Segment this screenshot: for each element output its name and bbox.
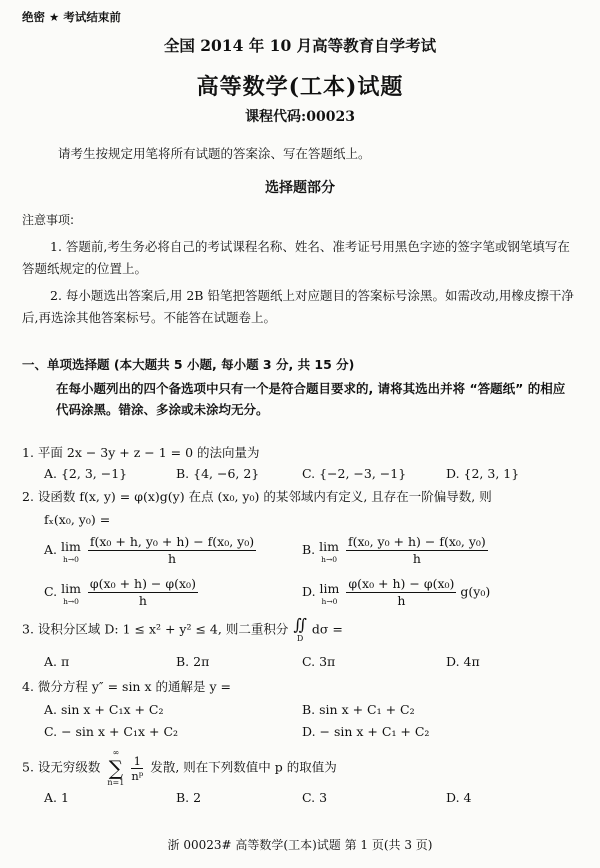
section-title: 选择题部分 [265,180,335,196]
q2-c-label: C. [44,584,58,599]
exam-title: 全国 2014 年 10 月高等教育自学考试 [163,36,437,55]
question-2-stem-line2: fₓ(x₀, y₀) = [44,512,111,527]
note-item-1: 1. 答题前,考生务必将自己的考试课程名称、姓名、准考证号用黑色字迹的签字笔或钢笔填写在答题纸规定的位置上。 [22,239,570,276]
q2-a-limit: lim h→0 [61,538,81,565]
q2-a-label: A. [44,542,58,557]
question-2-stem: 2. 设函数 f(x, y) = φ(x)g(y) 在点 (x₀, y₀) 的某邻域内有定义, 且存在一阶偏导数, 则 [22,489,492,504]
note-item-2: 2. 每小题选出答案后,用 2B 铅笔把答题纸上对应题目的答案标号涂黑。如需改动,用橡皮擦干净后,再选涂其他答案标号。不能答在试题卷上。 [22,288,574,325]
q2-c-limit: lim h→0 [61,580,81,607]
q3-option-b: B. 2π [176,654,210,669]
q3-option-d: D. 4π [446,654,480,669]
q2-c-fraction: $\frac{\text{φ(x₀ + h) − φ(x₀)}}{h}$ [89,576,196,608]
q2-option-c [44,576,198,609]
page-footer: 浙 00023# 高等数学(工本)试题 第 1 页(共 3 页) [167,838,433,852]
part-description: 在每小题列出的四个备选项中只有一个是符合题目要求的, 请将其选出并将 “答题纸” 的相应代码涂黑。错涂、多涂或未涂均无分。 [56,381,566,417]
q5-option-b: B. 2 [176,790,202,805]
q2-option-d [302,576,490,609]
q4-option-b: B. sin x + C₁ + C₂ [302,702,415,717]
q2-b-label: B. [302,542,316,557]
q5-option-d: D. 4 [446,790,472,805]
series-term-fraction: $\frac{1}{\text{nᵖ}}$ [131,753,144,783]
subject-title: 高等数学(工本)试题 [196,74,404,100]
notes-heading: 注意事项: [22,213,75,227]
q2-a-fraction: $\frac{\text{f(x₀ + h, y₀ + h) − f(x₀, y₀)}}{h}$ [89,534,255,566]
course-code: 课程代码:00023 [245,109,355,125]
summation-sign: ∞ ∑ n=1 [107,748,125,787]
q1-option-a: A. {2, 3, −1} [44,466,128,481]
part-heading: 一、单项选择题 (本大题共 5 小题, 每小题 3 分, 共 15 分) [22,357,355,372]
secret-label: 绝密 ★ 考试结束前 [22,10,121,24]
q2-option-b [302,534,488,567]
q2-option-a [44,534,256,567]
q1-option-c: C. {−2, −3, −1} [302,466,407,481]
question-4-stem: 4. 微分方程 y″ = sin x 的通解是 y = [22,679,231,694]
q3-option-a: A. π [44,654,70,669]
q1-option-d: D. {2, 3, 1} [446,466,520,481]
q1-option-b: B. {4, −6, 2} [176,466,260,481]
q2-d-tail: g(y₀) [460,584,491,599]
q5-option-a: A. 1 [44,790,69,805]
q2-b-fraction: $\frac{\text{f(x₀, y₀ + h) − f(x₀, y₀)}}{h}$ [348,534,486,566]
q2-b-limit: lim h→0 [319,538,340,565]
double-integral-sign: ∬ D [293,615,307,643]
q4-option-c: C. − sin x + C₁x + C₂ [44,724,179,739]
q5-option-c: C. 3 [302,790,328,805]
instruction-text: 请考生按规定用笔将所有试题的答案涂、写在答题纸上。 [58,146,371,161]
question-1-stem: 1. 平面 2x − 3y + z − 1 = 0 的法向量为 [22,445,260,460]
q2-d-label: D. [302,584,316,599]
question-3-stem: 3. 设积分区域 D: 1 ≤ x² + y² ≤ 4, 则二重积分 ∬ D dσ = [22,615,343,643]
q2-d-fraction: $\frac{\text{φ(x₀ + h) − φ(x₀)}}{h}$ [348,576,455,608]
q4-option-d: D. − sin x + C₁ + C₂ [302,724,430,739]
q4-option-a: A. sin x + C₁x + C₂ [44,702,164,717]
q3-option-c: C. 3π [302,654,336,669]
q2-d-limit: lim h→0 [319,580,340,607]
question-5-stem: 5. 设无穷级数 ∞ ∑ n=1 $\frac{1}{\text{nᵖ}}$ 发散, 则在下列数值中 p 的取值为 [22,748,337,787]
